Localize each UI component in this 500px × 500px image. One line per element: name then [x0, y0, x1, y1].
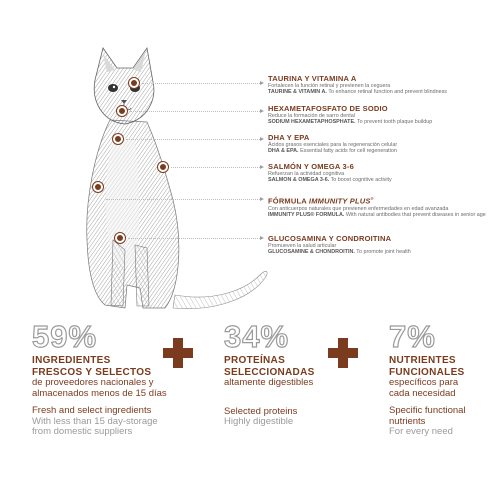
- stat-en-subtext: With less than 15 day-storage: [32, 415, 158, 427]
- stat-subtext: almacenados menos de 15 días: [32, 387, 167, 399]
- leader-arrow: [260, 197, 264, 201]
- stat-en-heading: Specific functional: [389, 405, 466, 416]
- stat-heading: PROTEÍNAS: [224, 355, 286, 366]
- leader-arrow: [260, 137, 264, 141]
- marker-dot-chest: [113, 134, 123, 144]
- feature-title: GLUCOSAMINA Y CONDROITINA: [268, 234, 392, 243]
- stat-en-subtext: Highly digestible: [224, 416, 294, 427]
- stat-heading: SELECCIONADAS: [224, 367, 315, 378]
- leader-arrow: [260, 236, 264, 240]
- cat-illustration: [55, 40, 275, 320]
- stat-heading: FRESCOS Y SELECTOS: [32, 367, 152, 378]
- feature-hexametaphosphate: [268, 104, 496, 126]
- leader-line: [171, 167, 262, 168]
- stat-subtext: específicos para: [389, 377, 459, 388]
- marker-dot-eyes: [129, 78, 139, 88]
- stat-subtext: de proveedores nacionales y: [32, 377, 154, 388]
- feature-salmon-omega: [268, 162, 496, 184]
- leader-line: [130, 111, 262, 112]
- marker-dot-body: [158, 162, 168, 172]
- feature-desc-en: TAURINE & VITAMIN A. To enhance retinal function and prevent blindness: [268, 89, 447, 96]
- plus-icon: [163, 338, 193, 368]
- feature-desc-es: Promueven la salud articular: [268, 243, 337, 249]
- leader-line: [126, 139, 262, 140]
- feature-desc-en: GLUCOSAMINE & CHONDROITIN. To promote joint health: [268, 249, 411, 256]
- stat-functional-nutrients: [389, 320, 466, 438]
- plus-icon: [328, 338, 358, 368]
- leader-arrow: [260, 109, 264, 113]
- feature-desc-es: Refuerzan la actividad cognitiva: [268, 171, 345, 177]
- stat-heading: NUTRIENTES: [389, 355, 456, 366]
- leader-line: [106, 199, 262, 200]
- stat-en-subtext: For every need: [389, 426, 453, 437]
- stat-en-heading: Fresh and select ingredients: [32, 405, 152, 416]
- feature-desc-es: Con anticuerpos naturales que previenen enfermedades en edad avanzada: [268, 205, 449, 212]
- marker-dot-joints: [115, 233, 125, 243]
- feature-desc-es: Fortalecen la función retinal y previenen la ceguera: [268, 83, 391, 89]
- stat-subtext: altamente digestibles: [224, 377, 314, 388]
- feature-desc-en: SALMON & OMEGA 3-6. To boost cognitive activity: [268, 177, 392, 184]
- stat-en-subtext: from domestic suppliers: [32, 426, 133, 437]
- stat-subtext: cada necesidad: [389, 387, 456, 399]
- marker-dot-front: [93, 182, 103, 192]
- feature-title: FÓRMULA IMMUNITY PLUS®: [268, 196, 374, 206]
- leader-line: [128, 238, 262, 239]
- feature-title: DHA Y EPA: [268, 133, 310, 142]
- feature-desc-en: IMMUNITY PLUS® FORMULA. With natural antibodies that prevent diseases in senior age: [268, 211, 486, 218]
- stat-heading: FUNCIONALES: [389, 367, 465, 378]
- feature-taurine: [268, 74, 496, 96]
- feature-glucosamine: [268, 234, 496, 256]
- marker-dot-teeth: [117, 106, 127, 116]
- feature-title: SALMÓN Y OMEGA 3-6: [268, 162, 354, 171]
- brand-immunity-plus: IMMUNITY PLUS: [308, 196, 371, 206]
- stat-en-heading: nutrients: [389, 415, 426, 427]
- feature-desc-en: DHA & EPA. Essential fatty acids for cell regeneration: [268, 148, 397, 155]
- stat-fresh-ingredients: [32, 320, 167, 438]
- stat-percent: 7%: [389, 319, 436, 354]
- feature-desc-en: SODIUM HEXAMETAPHOSPHATE. To prevent tooth plaque buildup: [268, 119, 433, 126]
- feature-desc-es: Reduce la formación de sarro dental: [268, 113, 355, 119]
- feature-title: TAURINA Y VITAMINA A: [268, 74, 357, 83]
- leader-line: [142, 83, 262, 84]
- feature-dha-epa: [268, 133, 496, 155]
- feature-desc-es: Ácidos grasos esenciales para la regeneración celular: [268, 142, 398, 148]
- stat-selected-proteins: [224, 320, 315, 428]
- leader-arrow: [260, 81, 264, 85]
- stat-heading: INGREDIENTES: [32, 355, 111, 366]
- leader-arrow: [260, 165, 264, 169]
- stat-en-heading: Selected proteins: [224, 405, 298, 417]
- stat-percent: 59%: [32, 319, 98, 354]
- feature-title: HEXAMETAFOSFATO DE SODIO: [268, 104, 388, 113]
- stat-percent: 34%: [224, 319, 290, 354]
- feature-immunity-plus: [268, 194, 496, 218]
